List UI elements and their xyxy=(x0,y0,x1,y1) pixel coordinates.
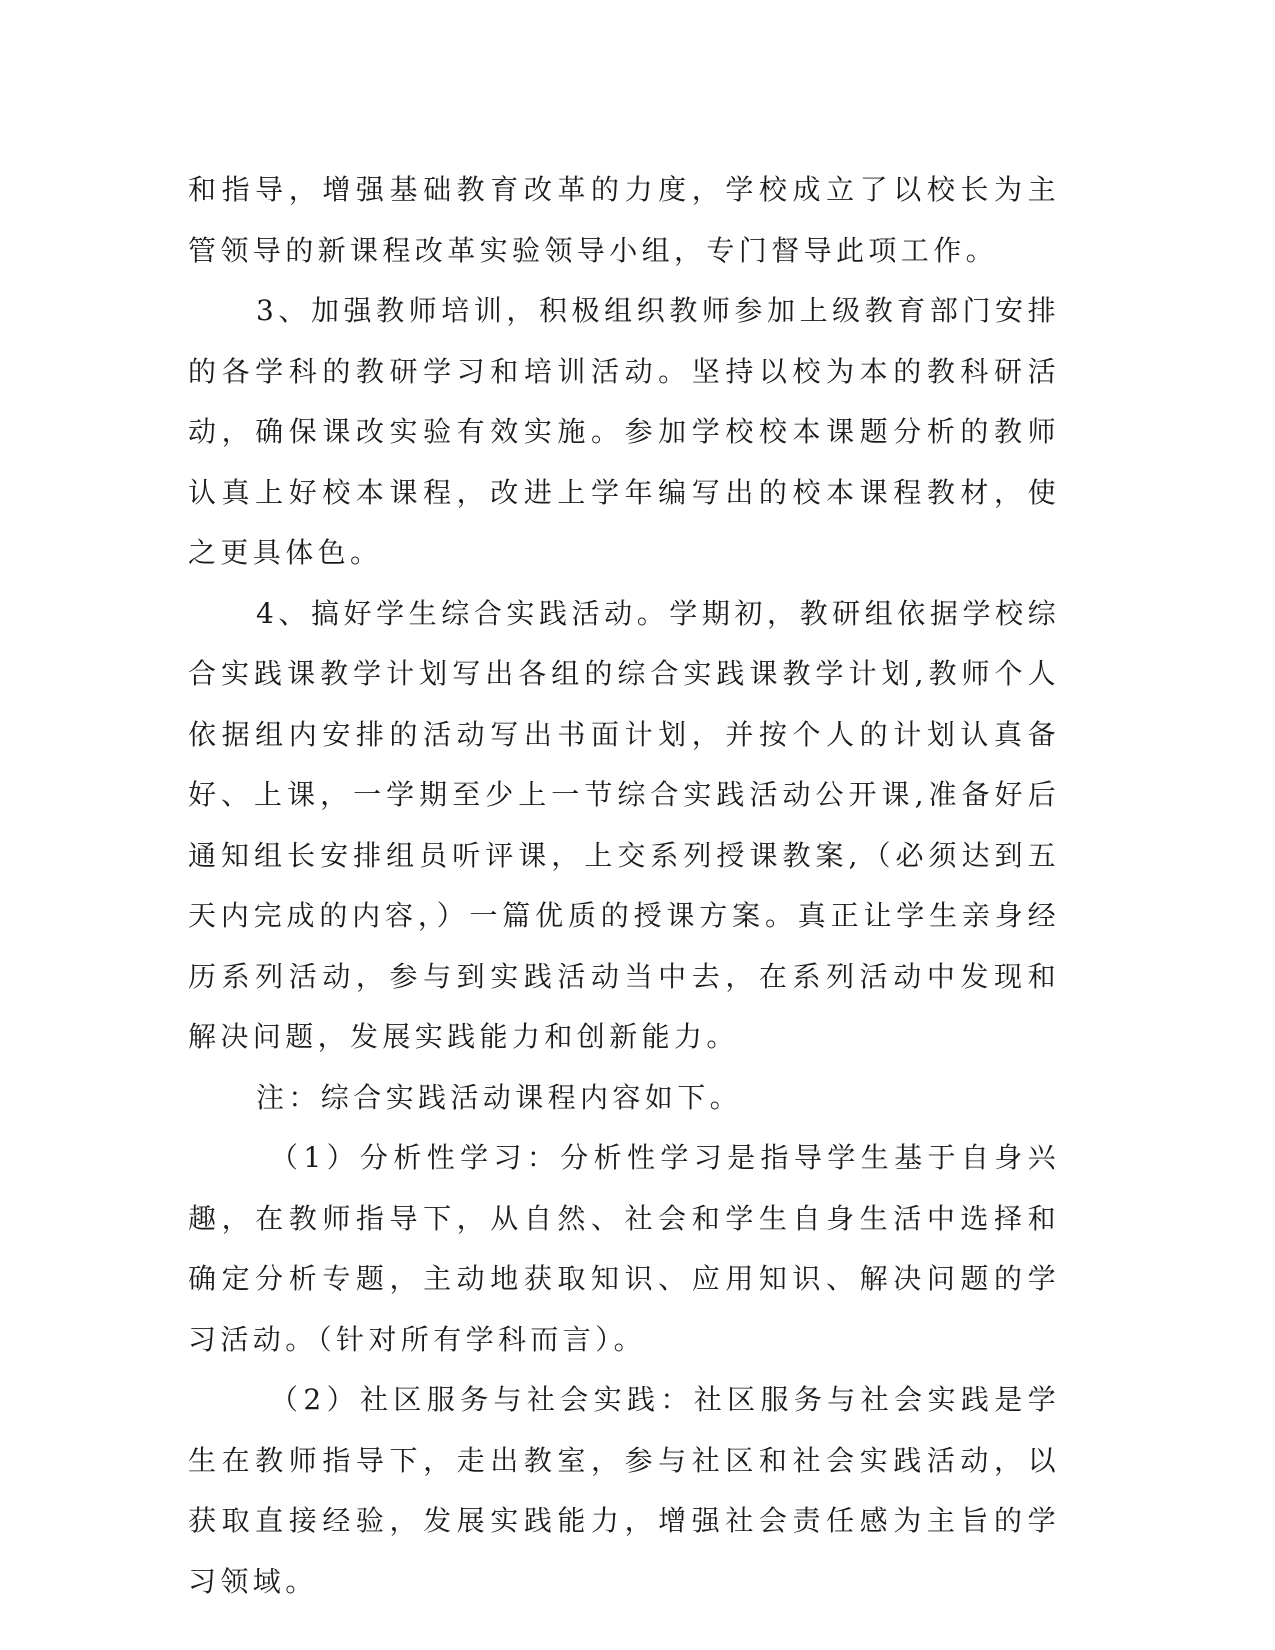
paragraph-teacher-training: 3、加强教师培训，积极组织教师参加上级教育部门安排的各学科的教研学习和培训活动。坚持以校为本的教科研活动，确保课改实验有效实施。参加学校校本课题分析的教师认真上好校本课程，改进上学年编写出的校本课程教材，使之更具体色。 xyxy=(188,294,1060,569)
document-page xyxy=(188,160,1060,1612)
paragraph-community-service: （2）社区服务与社会实践：社区服务与社会实践是学生在教师指导下，走出教室，参与社区和社会实践活动，以获取直接经验，发展实践能力，增强社会责任感为主旨的学习领域。 xyxy=(188,1383,1060,1598)
paragraph-practice-activities: 4、搞好学生综合实践活动。学期初，教研组依据学校综合实践课教学计划写出各组的综合实践课教学计划,教师个人依据组内安排的活动写出书面计划，并按个人的计划认真备好、上课，一学期至少上一节综合实践活动公开课,准备好后通知组长安排组员听评课，上交系列授课教案,（必须达到五天内完成的内容，）一篇优质的授课方案。真正让学生亲身经历系列活动，参与到实践活动当中去，在系列活动中发现和解决问题，发展实践能力和创新能力。 xyxy=(188,596,1060,1053)
paragraph-note: 注：综合实践活动课程内容如下。 xyxy=(256,1080,743,1114)
paragraph-continuation: 和指导，增强基础教育改革的力度，学校成立了以校长为主管领导的新课程改革实验领导小组，专门督导此项工作。 xyxy=(188,173,1060,267)
paragraph-research-learning: （1）分析性学习：分析性学习是指导学生基于自身兴趣，在教师指导下，从自然、社会和学生自身生活中选择和确定分析专题，主动地获取知识、应用知识、解决问题的学习活动。（针对所有学科而言）。 xyxy=(188,1141,1060,1356)
